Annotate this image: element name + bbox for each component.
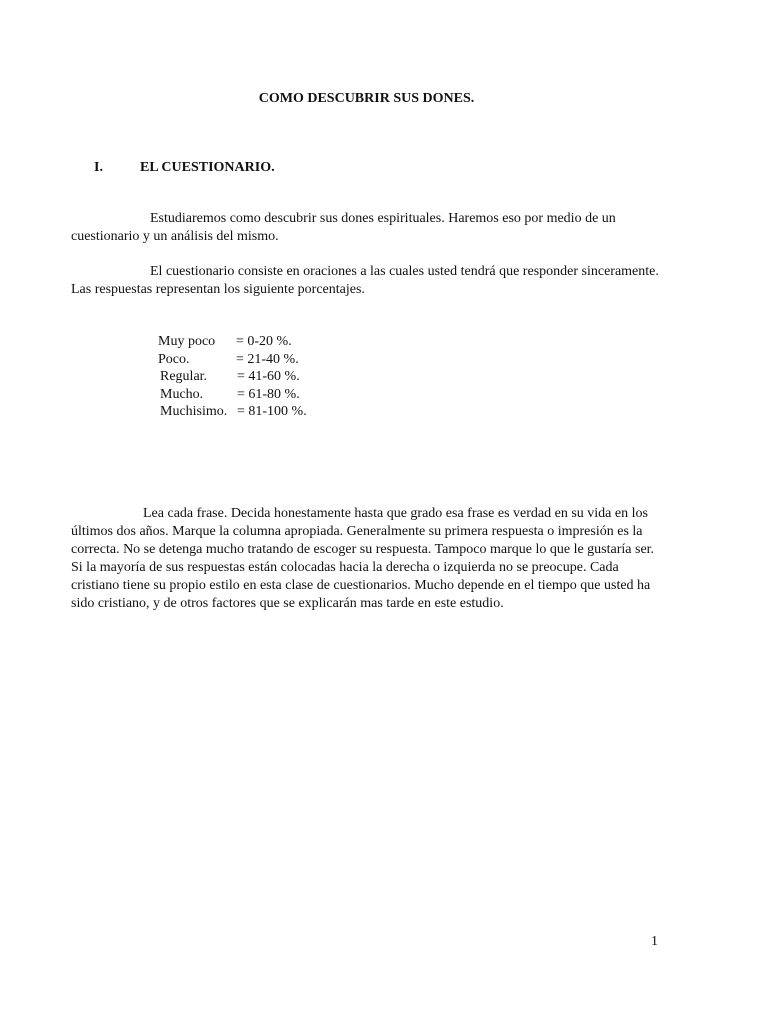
scale-label: Poco. <box>158 351 190 367</box>
scale-value: = 41-60 %. <box>237 369 300 384</box>
scale-value: = 61-80 %. <box>237 386 300 402</box>
scale-label: Regular. <box>160 369 208 384</box>
scale-row <box>158 368 307 386</box>
intro-paragraph: Estudiaremos como descubrir sus dones espirituales. Haremos eso por medio de un cuestionario y un análisis del mismo. <box>71 211 616 244</box>
instructions-paragraph: Lea cada frase. Decida honestamente hasta que grado esa frase es verdad en su vida en los últimos dos años. Marque la columna apropiada. Generalmente su primera respuesta o impresión es la correcta. No se detenga mucho tratando de escoger su respuesta. Tampoco marque lo que le gustaría ser. Si la mayoría de sus respuestas están colocadas hacia la derecha o izquierda no se preocupe. Cada cristiano tiene su propio estilo en esta clase de cuestionarios. Mucho depende en el tiempo que usted ha sido cristiano, y de otros factores que se explicarán mas tarde en este estudio. <box>71 506 655 611</box>
scale-row <box>158 386 307 404</box>
scale-value: = 21-40 %. <box>236 351 299 367</box>
percentage-scale <box>158 333 307 421</box>
document-title: COMO DESCUBRIR SUS DONES. <box>258 91 475 106</box>
scale-value: = 81-100 %. <box>237 404 307 419</box>
section-title: EL CUESTIONARIO. <box>140 160 275 175</box>
scale-label: Muchisimo. <box>160 404 228 419</box>
questionnaire-paragraph: El cuestionario consiste en oraciones a las cuales usted tendrá que responder sinceramente. Las respuestas representan los siguiente porcentajes. <box>71 264 659 297</box>
scale-value: = 0-20 %. <box>236 334 292 349</box>
page-number: 1 <box>651 934 658 949</box>
scale-label: Mucho. <box>160 386 204 402</box>
section-heading <box>94 159 275 177</box>
section-number: I. <box>94 160 103 175</box>
scale-row <box>158 351 307 369</box>
scale-row <box>158 333 307 351</box>
scale-row <box>158 403 307 421</box>
scale-label: Muy poco <box>158 334 216 349</box>
